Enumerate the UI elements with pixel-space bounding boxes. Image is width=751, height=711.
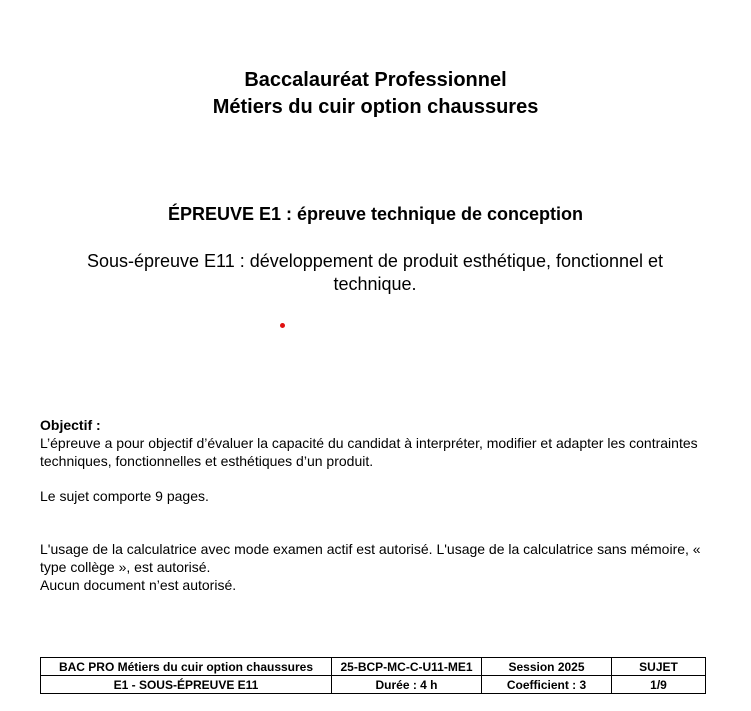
page-count-text: Le sujet comporte 9 pages. (40, 488, 209, 504)
objectif-heading: Objectif : (40, 417, 101, 433)
footer-duration: Durée : 4 h (332, 676, 482, 694)
footer-coefficient: Coefficient : 3 (482, 676, 612, 694)
footer-row (41, 658, 706, 676)
footer-table (40, 657, 706, 694)
red-dot-mark (280, 323, 285, 328)
footer-exam-name: BAC PRO Métiers du cuir option chaussures (41, 658, 332, 676)
footer-sous-epreuve: E1 - SOUS-ÉPREUVE E11 (41, 676, 332, 694)
footer-subject-code: 25-BCP-MC-C-U11-ME1 (332, 658, 482, 676)
footer-session: Session 2025 (482, 658, 612, 676)
calculator-rules-text: L'usage de la calculatrice avec mode examen actif est autorisé. L'usage de la calculatrice sans mémoire, « type collège », est autorisé. (40, 541, 701, 575)
no-document-text: Aucun document n’est autorisé. (40, 577, 237, 593)
epreuve-title: ÉPREUVE E1 : épreuve technique de conception (167, 204, 584, 224)
footer-page-number: 1/9 (612, 676, 706, 694)
document-title-line-1: Baccalauréat Professionnel (244, 69, 507, 91)
document-title-line-2: Métiers du cuir option chaussures (212, 96, 539, 118)
sous-epreuve-title: Sous-épreuve E11 : développement de produit esthétique, fonctionnel et technique. (86, 251, 664, 294)
footer-document-type: SUJET (612, 658, 706, 676)
objectif-text: L’épreuve a pour objectif d’évaluer la capacité du candidat à interpréter, modifier et adapter les contraintes techniques, fonctionnelles et esthétiques d’un produit. (40, 435, 698, 469)
footer-row (41, 676, 706, 694)
